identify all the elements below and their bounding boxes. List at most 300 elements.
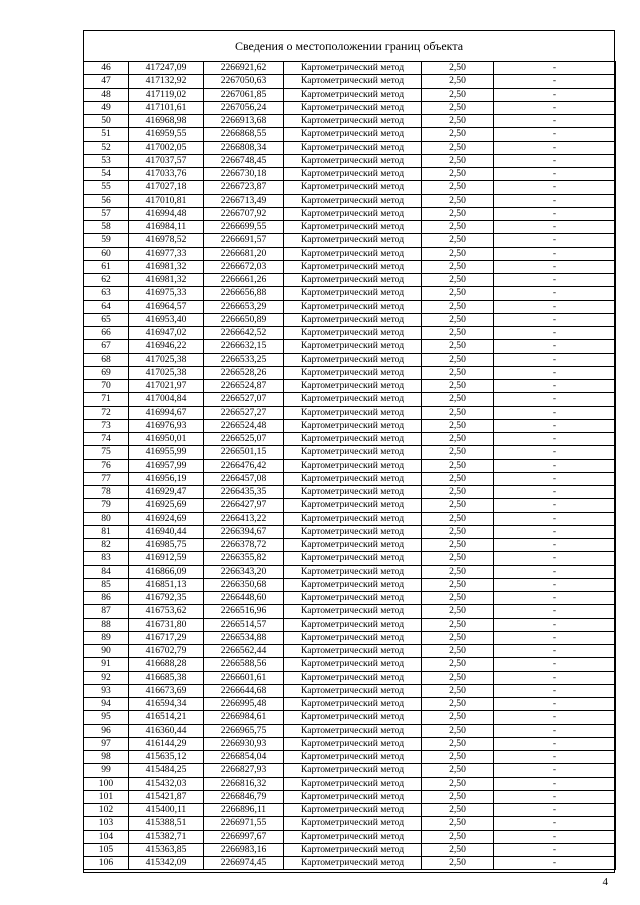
x-coordinate-cell: 416851,13	[129, 578, 204, 591]
description-cell: -	[494, 75, 616, 88]
y-coordinate-cell: 2266699,55	[204, 221, 284, 234]
table-row	[84, 671, 616, 684]
x-coordinate-cell: 417033,76	[129, 168, 204, 181]
y-coordinate-cell: 2266707,92	[204, 207, 284, 220]
point-number-cell: 78	[84, 486, 129, 499]
accuracy-cell: 2,50	[422, 406, 494, 419]
point-number-cell: 95	[84, 711, 129, 724]
point-number-cell: 88	[84, 618, 129, 631]
accuracy-cell: 2,50	[422, 764, 494, 777]
x-coordinate-cell: 417021,97	[129, 380, 204, 393]
accuracy-cell: 2,50	[422, 446, 494, 459]
x-coordinate-cell: 416964,57	[129, 300, 204, 313]
description-cell: -	[494, 499, 616, 512]
y-coordinate-cell: 2266995,48	[204, 698, 284, 711]
table-row	[84, 525, 616, 538]
point-number-cell: 103	[84, 817, 129, 830]
table-row	[84, 154, 616, 167]
method-cell: Картометрический метод	[284, 433, 422, 446]
y-coordinate-cell: 2266516,96	[204, 605, 284, 618]
page-number: 4	[602, 876, 608, 888]
method-cell: Картометрический метод	[284, 857, 422, 870]
y-coordinate-cell: 2266524,87	[204, 380, 284, 393]
table-row	[84, 115, 616, 128]
x-coordinate-cell: 416912,59	[129, 552, 204, 565]
y-coordinate-cell: 2266514,57	[204, 618, 284, 631]
x-coordinate-cell: 415432,03	[129, 777, 204, 790]
method-cell: Картометрический метод	[284, 141, 422, 154]
y-coordinate-cell: 2266528,26	[204, 366, 284, 379]
accuracy-cell: 2,50	[422, 618, 494, 631]
table-row	[84, 486, 616, 499]
description-cell: -	[494, 433, 616, 446]
table-row	[84, 578, 616, 591]
description-cell: -	[494, 327, 616, 340]
method-cell: Картометрический метод	[284, 128, 422, 141]
x-coordinate-cell: 416975,33	[129, 287, 204, 300]
accuracy-cell: 2,50	[422, 88, 494, 101]
x-coordinate-cell: 417027,18	[129, 181, 204, 194]
accuracy-cell: 2,50	[422, 817, 494, 830]
method-cell: Картометрический метод	[284, 115, 422, 128]
description-cell: -	[494, 857, 616, 870]
y-coordinate-cell: 2266533,25	[204, 353, 284, 366]
point-number-cell: 106	[84, 857, 129, 870]
method-cell: Картометрический метод	[284, 181, 422, 194]
point-number-cell: 56	[84, 194, 129, 207]
method-cell: Картометрический метод	[284, 605, 422, 618]
table-row	[84, 499, 616, 512]
y-coordinate-cell: 2266632,15	[204, 340, 284, 353]
point-number-cell: 76	[84, 459, 129, 472]
y-coordinate-cell: 2266930,93	[204, 737, 284, 750]
description-cell: -	[494, 751, 616, 764]
point-number-cell: 89	[84, 631, 129, 644]
point-number-cell: 91	[84, 658, 129, 671]
accuracy-cell: 2,50	[422, 804, 494, 817]
x-coordinate-cell: 416673,69	[129, 684, 204, 697]
point-number-cell: 98	[84, 751, 129, 764]
accuracy-cell: 2,50	[422, 737, 494, 750]
accuracy-cell: 2,50	[422, 472, 494, 485]
method-cell: Картометрический метод	[284, 274, 422, 287]
description-cell: -	[494, 274, 616, 287]
point-number-cell: 97	[84, 737, 129, 750]
table-row	[84, 618, 616, 631]
method-cell: Картометрический метод	[284, 313, 422, 326]
y-coordinate-cell: 2266378,72	[204, 539, 284, 552]
x-coordinate-cell: 415421,87	[129, 790, 204, 803]
description-cell: -	[494, 459, 616, 472]
table-row	[84, 737, 616, 750]
y-coordinate-cell: 2266527,27	[204, 406, 284, 419]
x-coordinate-cell: 415388,51	[129, 817, 204, 830]
x-coordinate-cell: 415342,09	[129, 857, 204, 870]
x-coordinate-cell: 416753,62	[129, 605, 204, 618]
point-number-cell: 87	[84, 605, 129, 618]
accuracy-cell: 2,50	[422, 711, 494, 724]
table-row	[84, 817, 616, 830]
accuracy-cell: 2,50	[422, 486, 494, 499]
coordinates-table-body	[84, 62, 616, 870]
point-number-cell: 62	[84, 274, 129, 287]
method-cell: Картометрический метод	[284, 578, 422, 591]
x-coordinate-cell: 416924,69	[129, 512, 204, 525]
description-cell: -	[494, 406, 616, 419]
point-number-cell: 70	[84, 380, 129, 393]
description-cell: -	[494, 380, 616, 393]
table-row	[84, 221, 616, 234]
y-coordinate-cell: 2266642,52	[204, 327, 284, 340]
point-number-cell: 85	[84, 578, 129, 591]
method-cell: Картометрический метод	[284, 327, 422, 340]
description-cell: -	[494, 565, 616, 578]
x-coordinate-cell: 415484,25	[129, 764, 204, 777]
x-coordinate-cell: 417025,38	[129, 366, 204, 379]
table-row	[84, 380, 616, 393]
description-cell: -	[494, 115, 616, 128]
accuracy-cell: 2,50	[422, 777, 494, 790]
y-coordinate-cell: 2266355,82	[204, 552, 284, 565]
x-coordinate-cell: 415400,11	[129, 804, 204, 817]
method-cell: Картометрический метод	[284, 340, 422, 353]
y-coordinate-cell: 2267050,63	[204, 75, 284, 88]
y-coordinate-cell: 2266816,32	[204, 777, 284, 790]
point-number-cell: 50	[84, 115, 129, 128]
description-cell: -	[494, 486, 616, 499]
x-coordinate-cell: 416950,01	[129, 433, 204, 446]
method-cell: Картометрический метод	[284, 671, 422, 684]
point-number-cell: 81	[84, 525, 129, 538]
table-row	[84, 777, 616, 790]
accuracy-cell: 2,50	[422, 419, 494, 432]
method-cell: Картометрический метод	[284, 552, 422, 565]
table-row	[84, 207, 616, 220]
accuracy-cell: 2,50	[422, 525, 494, 538]
description-cell: -	[494, 62, 616, 75]
y-coordinate-cell: 2266997,67	[204, 830, 284, 843]
table-row	[84, 446, 616, 459]
table-row	[84, 75, 616, 88]
point-number-cell: 90	[84, 645, 129, 658]
description-cell: -	[494, 128, 616, 141]
point-number-cell: 82	[84, 539, 129, 552]
point-number-cell: 55	[84, 181, 129, 194]
method-cell: Картометрический метод	[284, 751, 422, 764]
method-cell: Картометрический метод	[284, 459, 422, 472]
table-row	[84, 605, 616, 618]
description-cell: -	[494, 711, 616, 724]
table-row	[84, 658, 616, 671]
table-row	[84, 565, 616, 578]
method-cell: Картометрический метод	[284, 645, 422, 658]
point-number-cell: 99	[84, 764, 129, 777]
y-coordinate-cell: 2266343,20	[204, 565, 284, 578]
x-coordinate-cell: 416594,34	[129, 698, 204, 711]
description-cell: -	[494, 340, 616, 353]
method-cell: Картометрический метод	[284, 194, 422, 207]
y-coordinate-cell: 2266983,16	[204, 843, 284, 856]
x-coordinate-cell: 416929,47	[129, 486, 204, 499]
table-row	[84, 168, 616, 181]
description-cell: -	[494, 313, 616, 326]
description-cell: -	[494, 181, 616, 194]
coordinates-table	[83, 61, 616, 870]
x-coordinate-cell: 417025,38	[129, 353, 204, 366]
y-coordinate-cell: 2266672,03	[204, 260, 284, 273]
x-coordinate-cell: 417010,81	[129, 194, 204, 207]
document-title: Сведения о местоположении границ объекта	[234, 39, 464, 53]
description-cell: -	[494, 512, 616, 525]
point-number-cell: 57	[84, 207, 129, 220]
y-coordinate-cell: 2267056,24	[204, 101, 284, 114]
y-coordinate-cell: 2266974,45	[204, 857, 284, 870]
point-number-cell: 100	[84, 777, 129, 790]
accuracy-cell: 2,50	[422, 459, 494, 472]
method-cell: Картометрический метод	[284, 737, 422, 750]
table-row	[84, 340, 616, 353]
method-cell: Картометрический метод	[284, 234, 422, 247]
point-number-cell: 96	[84, 724, 129, 737]
accuracy-cell: 2,50	[422, 168, 494, 181]
accuracy-cell: 2,50	[422, 207, 494, 220]
x-coordinate-cell: 416717,29	[129, 631, 204, 644]
method-cell: Картометрический метод	[284, 684, 422, 697]
y-coordinate-cell: 2266562,44	[204, 645, 284, 658]
method-cell: Картометрический метод	[284, 419, 422, 432]
point-number-cell: 63	[84, 287, 129, 300]
description-cell: -	[494, 446, 616, 459]
description-cell: -	[494, 260, 616, 273]
x-coordinate-cell: 415635,12	[129, 751, 204, 764]
point-number-cell: 68	[84, 353, 129, 366]
point-number-cell: 48	[84, 88, 129, 101]
method-cell: Картометрический метод	[284, 353, 422, 366]
description-cell: -	[494, 101, 616, 114]
description-cell: -	[494, 300, 616, 313]
method-cell: Картометрический метод	[284, 525, 422, 538]
table-row	[84, 406, 616, 419]
y-coordinate-cell: 2266525,07	[204, 433, 284, 446]
y-coordinate-cell: 2266588,56	[204, 658, 284, 671]
point-number-cell: 105	[84, 843, 129, 856]
y-coordinate-cell: 2266534,88	[204, 631, 284, 644]
accuracy-cell: 2,50	[422, 658, 494, 671]
table-row	[84, 751, 616, 764]
table-row	[84, 181, 616, 194]
x-coordinate-cell: 416956,19	[129, 472, 204, 485]
description-cell: -	[494, 790, 616, 803]
accuracy-cell: 2,50	[422, 578, 494, 591]
table-row	[84, 790, 616, 803]
table-row	[84, 300, 616, 313]
description-cell: -	[494, 194, 616, 207]
accuracy-cell: 2,50	[422, 181, 494, 194]
method-cell: Картометрический метод	[284, 499, 422, 512]
y-coordinate-cell: 2266650,89	[204, 313, 284, 326]
point-number-cell: 64	[84, 300, 129, 313]
table-row	[84, 552, 616, 565]
x-coordinate-cell: 417119,02	[129, 88, 204, 101]
y-coordinate-cell: 2266965,75	[204, 724, 284, 737]
table-row	[84, 141, 616, 154]
x-coordinate-cell: 417004,84	[129, 393, 204, 406]
y-coordinate-cell: 2266748,45	[204, 154, 284, 167]
x-coordinate-cell: 416985,75	[129, 539, 204, 552]
point-number-cell: 53	[84, 154, 129, 167]
accuracy-cell: 2,50	[422, 366, 494, 379]
method-cell: Картометрический метод	[284, 804, 422, 817]
method-cell: Картометрический метод	[284, 154, 422, 167]
method-cell: Картометрический метод	[284, 698, 422, 711]
method-cell: Картометрический метод	[284, 817, 422, 830]
description-cell: -	[494, 207, 616, 220]
point-number-cell: 66	[84, 327, 129, 340]
method-cell: Картометрический метод	[284, 247, 422, 260]
accuracy-cell: 2,50	[422, 790, 494, 803]
description-cell: -	[494, 287, 616, 300]
description-cell: -	[494, 830, 616, 843]
description-cell: -	[494, 631, 616, 644]
accuracy-cell: 2,50	[422, 393, 494, 406]
table-row	[84, 62, 616, 75]
y-coordinate-cell: 2266808,34	[204, 141, 284, 154]
point-number-cell: 52	[84, 141, 129, 154]
description-cell: -	[494, 764, 616, 777]
y-coordinate-cell: 2266681,20	[204, 247, 284, 260]
point-number-cell: 69	[84, 366, 129, 379]
table-row	[84, 260, 616, 273]
y-coordinate-cell: 2266827,93	[204, 764, 284, 777]
x-coordinate-cell: 416977,33	[129, 247, 204, 260]
description-cell: -	[494, 724, 616, 737]
accuracy-cell: 2,50	[422, 340, 494, 353]
description-cell: -	[494, 737, 616, 750]
x-coordinate-cell: 417247,09	[129, 62, 204, 75]
method-cell: Картометрический метод	[284, 631, 422, 644]
table-row	[84, 433, 616, 446]
description-cell: -	[494, 684, 616, 697]
point-number-cell: 46	[84, 62, 129, 75]
x-coordinate-cell: 416994,67	[129, 406, 204, 419]
point-number-cell: 59	[84, 234, 129, 247]
x-coordinate-cell: 416994,48	[129, 207, 204, 220]
table-row	[84, 843, 616, 856]
method-cell: Картометрический метод	[284, 830, 422, 843]
y-coordinate-cell: 2266394,67	[204, 525, 284, 538]
description-cell: -	[494, 578, 616, 591]
x-coordinate-cell: 416976,93	[129, 419, 204, 432]
method-cell: Картометрический метод	[284, 62, 422, 75]
accuracy-cell: 2,50	[422, 141, 494, 154]
y-coordinate-cell: 2266601,61	[204, 671, 284, 684]
accuracy-cell: 2,50	[422, 260, 494, 273]
x-coordinate-cell: 416731,80	[129, 618, 204, 631]
y-coordinate-cell: 2266896,11	[204, 804, 284, 817]
table-row	[84, 353, 616, 366]
description-cell: -	[494, 843, 616, 856]
description-cell: -	[494, 353, 616, 366]
method-cell: Картометрический метод	[284, 472, 422, 485]
description-cell: -	[494, 141, 616, 154]
y-coordinate-cell: 2266448,60	[204, 592, 284, 605]
point-number-cell: 58	[84, 221, 129, 234]
accuracy-cell: 2,50	[422, 751, 494, 764]
y-coordinate-cell: 2266846,79	[204, 790, 284, 803]
x-coordinate-cell: 417132,92	[129, 75, 204, 88]
y-coordinate-cell: 2266730,18	[204, 168, 284, 181]
description-cell: -	[494, 525, 616, 538]
point-number-cell: 93	[84, 684, 129, 697]
accuracy-cell: 2,50	[422, 75, 494, 88]
description-cell: -	[494, 221, 616, 234]
method-cell: Картометрический метод	[284, 168, 422, 181]
method-cell: Картометрический метод	[284, 658, 422, 671]
accuracy-cell: 2,50	[422, 115, 494, 128]
table-row	[84, 128, 616, 141]
y-coordinate-cell: 2266350,68	[204, 578, 284, 591]
y-coordinate-cell: 2266435,35	[204, 486, 284, 499]
x-coordinate-cell: 416981,32	[129, 260, 204, 273]
description-cell: -	[494, 366, 616, 379]
point-number-cell: 79	[84, 499, 129, 512]
x-coordinate-cell: 416940,44	[129, 525, 204, 538]
table-row	[84, 419, 616, 432]
point-number-cell: 60	[84, 247, 129, 260]
x-coordinate-cell: 416946,22	[129, 340, 204, 353]
y-coordinate-cell: 2266691,57	[204, 234, 284, 247]
table-row	[84, 857, 616, 870]
point-number-cell: 94	[84, 698, 129, 711]
accuracy-cell: 2,50	[422, 101, 494, 114]
point-number-cell: 84	[84, 565, 129, 578]
y-coordinate-cell: 2266524,48	[204, 419, 284, 432]
description-cell: -	[494, 618, 616, 631]
point-number-cell: 67	[84, 340, 129, 353]
accuracy-cell: 2,50	[422, 605, 494, 618]
description-cell: -	[494, 658, 616, 671]
method-cell: Картометрический метод	[284, 539, 422, 552]
y-coordinate-cell: 2266501,15	[204, 446, 284, 459]
accuracy-cell: 2,50	[422, 843, 494, 856]
x-coordinate-cell: 416953,40	[129, 313, 204, 326]
description-cell: -	[494, 671, 616, 684]
accuracy-cell: 2,50	[422, 539, 494, 552]
x-coordinate-cell: 416959,55	[129, 128, 204, 141]
table-row	[84, 764, 616, 777]
x-coordinate-cell: 416978,52	[129, 234, 204, 247]
table-row	[84, 631, 616, 644]
x-coordinate-cell: 416957,99	[129, 459, 204, 472]
description-cell: -	[494, 234, 616, 247]
y-coordinate-cell: 2266984,61	[204, 711, 284, 724]
x-coordinate-cell: 416981,32	[129, 274, 204, 287]
x-coordinate-cell: 416866,09	[129, 565, 204, 578]
table-row	[84, 101, 616, 114]
table-row	[84, 512, 616, 525]
method-cell: Картометрический метод	[284, 366, 422, 379]
accuracy-cell: 2,50	[422, 154, 494, 167]
point-number-cell: 49	[84, 101, 129, 114]
y-coordinate-cell: 2266661,26	[204, 274, 284, 287]
description-cell: -	[494, 698, 616, 711]
accuracy-cell: 2,50	[422, 631, 494, 644]
method-cell: Картометрический метод	[284, 486, 422, 499]
y-coordinate-cell: 2266653,29	[204, 300, 284, 313]
x-coordinate-cell: 417101,61	[129, 101, 204, 114]
table-row	[84, 459, 616, 472]
method-cell: Картометрический метод	[284, 260, 422, 273]
